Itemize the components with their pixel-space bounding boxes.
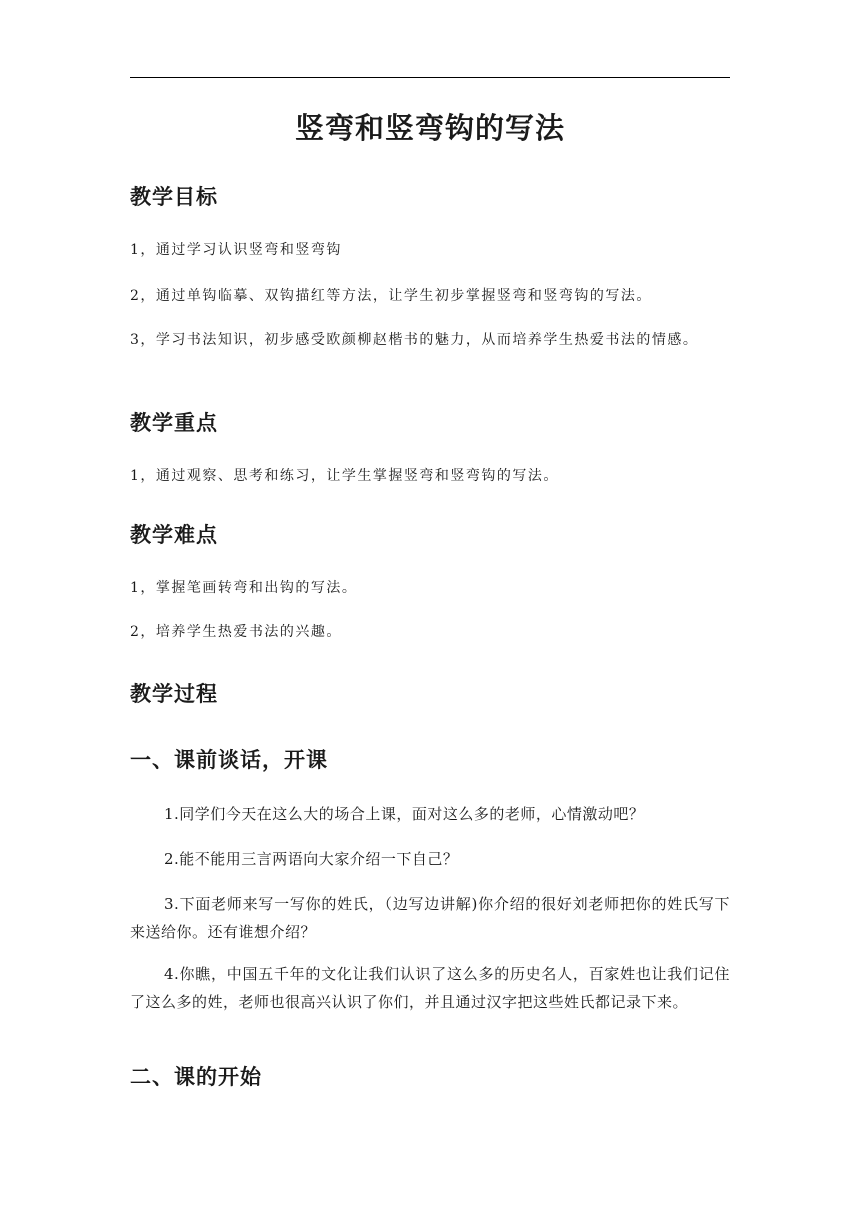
- difficulty-item: 1，掌握笔画转弯和出钩的写法。: [130, 580, 358, 596]
- part1-item: 3.下面老师来写一写你的姓氏，（边写边讲解)你介绍的很好刘老师把你的姓氏写下来送给你。还有谁想介绍？: [130, 895, 730, 941]
- header-rule: [130, 77, 730, 78]
- document-page: [130, 0, 730, 1216]
- objective-item: 2，通过单钩临摹、双钩描红等方法，让学生初步掌握竖弯和竖弯钩的写法。: [130, 288, 652, 304]
- difficulty-item: 2，培养学生热爱书法的兴趣。: [130, 624, 342, 640]
- part1-item: 1.同学们今天在这么大的场合上课，面对这么多的老师，心情激动吧？: [164, 805, 645, 823]
- objective-item: 3，学习书法知识，初步感受欧颜柳赵楷书的魅力，从而培养学生热爱书法的情感。: [130, 332, 699, 348]
- part2-heading: 二、课的开始: [130, 1065, 262, 1089]
- objective-item: 1，通过学习认识竖弯和竖弯钩: [130, 242, 342, 258]
- objectives-heading: 教学目标: [130, 185, 218, 209]
- difficulties-heading: 教学难点: [130, 523, 218, 547]
- process-heading: 教学过程: [130, 682, 218, 706]
- part1-item: 4.你瞧，中国五千年的文化让我们认识了这么多的历史名人，百家姓也让我们记住了这么多的姓，老师也很高兴认识了你们，并且通过汉字把这些姓氏都记录下来。: [130, 965, 730, 1011]
- part1-item: 2.能不能用三言两语向大家介绍一下自己？: [164, 850, 459, 868]
- part1-heading: 一、课前谈话，开课: [130, 748, 328, 772]
- key-point-item: 1，通过观察、思考和练习，让学生掌握竖弯和竖弯钩的写法。: [130, 468, 559, 484]
- key-points-heading: 教学重点: [130, 411, 218, 435]
- document-title: 竖弯和竖弯钩的写法: [294, 111, 565, 145]
